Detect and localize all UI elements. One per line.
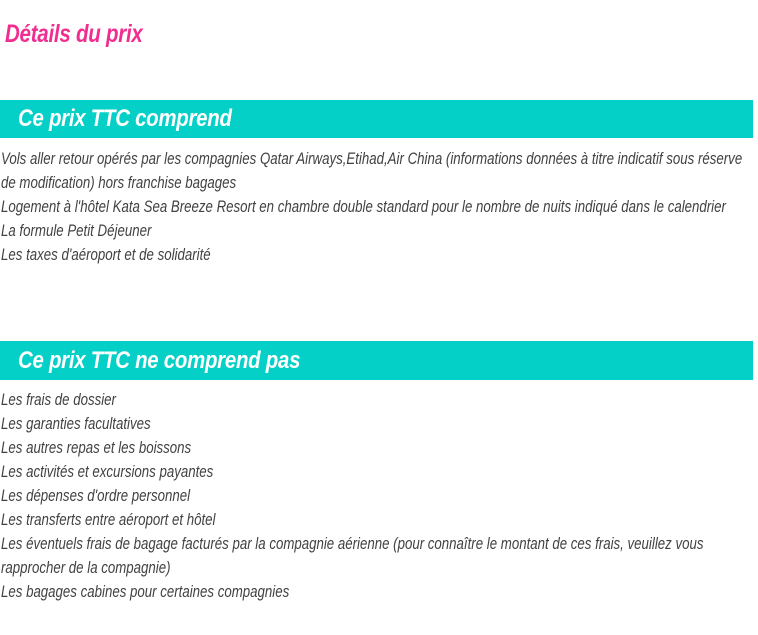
price-detail-item: Les éventuels frais de bagage facturés par la compagnie aérienne (pour connaître le montant de ces frais, veuillez vous rapprocher de la compagnie) — [1, 534, 704, 577]
included-heading-banner — [0, 100, 753, 138]
price-detail-item: Les activités et excursions payantes — [1, 462, 214, 481]
price-detail-item: Les frais de dossier — [1, 390, 116, 409]
not-included-items-list — [1, 388, 754, 604]
price-detail-item: Vols aller retour opérés par les compagnies Qatar Airways,Etihad,Air China (informations données à titre indicatif sous réserve de modification) hors franchise bagages — [1, 149, 743, 192]
price-detail-item: Les transferts entre aéroport et hôtel — [1, 510, 216, 529]
price-detail-item: La formule Petit Déjeuner — [1, 221, 152, 240]
not-included-heading-banner — [0, 341, 753, 380]
price-detail-item: Les dépenses d'ordre personnel — [1, 486, 191, 505]
price-detail-item: Les taxes d'aéroport et de solidarité — [1, 245, 211, 264]
price-detail-item: Logement à l'hôtel Kata Sea Breeze Resort en chambre double standard pour le nombre de nuits indiqué dans le calendrier — [1, 197, 726, 216]
price-detail-item: Les bagages cabines pour certaines compagnies — [1, 582, 290, 601]
included-heading-label: Ce prix TTC comprend — [18, 105, 232, 132]
price-detail-item: Les garanties facultatives — [1, 414, 151, 433]
page-title: Détails du prix — [5, 20, 143, 48]
included-items-list — [1, 147, 754, 267]
price-detail-item: Les autres repas et les boissons — [1, 438, 192, 457]
not-included-heading-label: Ce prix TTC ne comprend pas — [18, 346, 301, 374]
